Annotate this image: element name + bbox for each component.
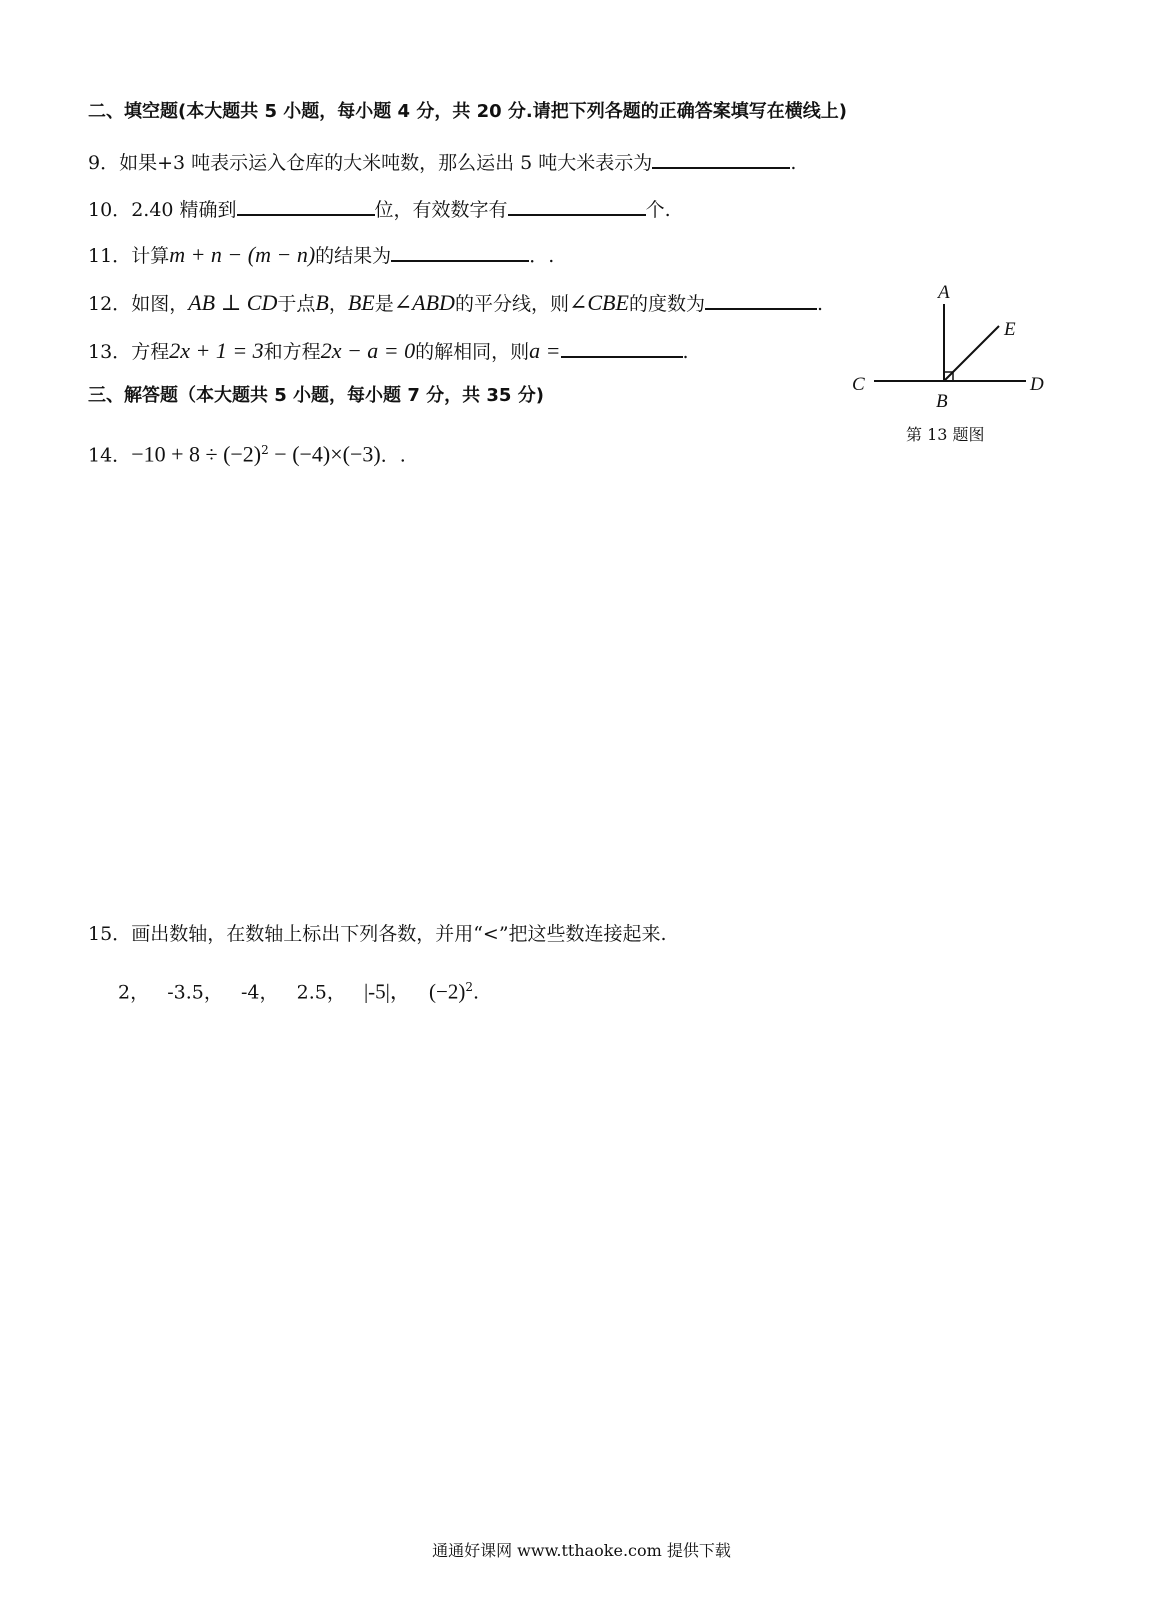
q12-expr-angle-abd: ∠ABD [393, 290, 455, 315]
label-e: E [1004, 319, 1016, 340]
q11-text-a: 计算 [131, 245, 170, 267]
q10-text-c: 个. [645, 199, 671, 221]
q9-answer-blank[interactable] [652, 147, 790, 169]
q12-expr-angle-cbe: ∠CBE [568, 290, 629, 315]
figure-caption: 第 13 题图 [906, 425, 985, 444]
q12-expr-be: BE [347, 290, 375, 315]
question-13-figure [850, 282, 1060, 452]
q15-number-1: 2， [118, 981, 150, 1004]
q15-number-2: -3.5， [167, 981, 223, 1004]
q15-number-4: 2.5， [296, 981, 346, 1004]
q15-number: 15． [88, 923, 132, 945]
question-14 [88, 438, 406, 467]
question-11 [88, 240, 554, 268]
q12-expr-perpendicular: AB ⊥ CD [188, 290, 278, 315]
question-15 [88, 922, 667, 946]
q14-exponent: 2 [261, 443, 269, 457]
q9-end: . [790, 152, 797, 174]
q13-equation-1: 2x + 1 = 3 [169, 338, 264, 363]
q15-number-6: (−2) [429, 979, 466, 1004]
q13-text-c: 的解相同，则 [415, 341, 530, 363]
geometry-diagram [850, 282, 1060, 422]
q11-answer-blank[interactable] [391, 240, 529, 262]
q9-number: 9． [88, 152, 120, 174]
q14-expression-a: −10 + 8 ÷ (−2) [131, 441, 262, 467]
q13-number: 13． [88, 341, 132, 363]
q11-end: ．. [529, 245, 555, 267]
q15-number-3: -4， [240, 981, 279, 1004]
q12-text-d: 是 [374, 293, 394, 315]
q12-number: 12． [88, 293, 132, 315]
q12-text-c: ， [328, 293, 348, 315]
question-12 [88, 288, 823, 316]
q15-text: 画出数轴，在数轴上标出下列各数，并用“<”把这些数连接起来. [131, 923, 667, 945]
q13-text-b: 和方程 [263, 341, 321, 363]
q14-end: ．. [380, 444, 406, 467]
q12-expr-point-b: B [315, 290, 329, 315]
label-a: A [938, 282, 950, 303]
q12-text-e: 的平分线，则 [454, 293, 569, 315]
q14-number: 14． [88, 444, 132, 467]
q13-end: . [682, 341, 689, 363]
q9-text: 如果+3 吨表示运入仓库的大米吨数，那么运出 5 吨大米表示为 [119, 152, 653, 174]
question-13 [88, 336, 689, 364]
label-d: D [1030, 374, 1044, 395]
q12-text-f: 的度数为 [628, 293, 705, 315]
q10-number: 10． [88, 199, 132, 221]
q12-text-a: 如图， [131, 293, 189, 315]
q13-expr-a: a = [529, 338, 561, 363]
q13-text-a: 方程 [131, 341, 170, 363]
q11-expression: m + n − (m − n) [169, 242, 316, 267]
q14-expression-b: − (−4)×(−3) [268, 441, 381, 467]
q10-answer-blank-1[interactable] [237, 194, 375, 216]
q12-text-b: 于点 [277, 293, 316, 315]
section-3-title: 三、解答题（本大题共 5 小题，每小题 7 分，共 35 分) [88, 385, 544, 406]
q13-answer-blank[interactable] [561, 336, 683, 358]
footer-source: 通通好课网 www.tthaoke.com 提供下载 [432, 1541, 731, 1560]
q11-text-b: 的结果为 [315, 245, 392, 267]
q12-answer-blank[interactable] [705, 288, 817, 310]
q15-numbers [118, 975, 479, 1004]
q10-answer-blank-2[interactable] [508, 194, 646, 216]
q15-number-6-end: . [472, 981, 480, 1004]
q10-text-a: 2.40 精确到 [131, 199, 237, 221]
label-c: C [852, 374, 865, 395]
question-9 [88, 147, 796, 175]
section-2-title: 二、填空题(本大题共 5 小题，每小题 4 分，共 20 分.请把下列各题的正确答案填写在横线上) [88, 101, 847, 122]
q10-text-b: 位，有效数字有 [374, 199, 508, 221]
label-b: B [936, 391, 948, 412]
q11-number: 11． [88, 245, 132, 267]
q12-end: . [816, 293, 823, 315]
q15-number-6-exponent: 2 [465, 980, 473, 994]
q15-number-5: |-5|， [363, 979, 411, 1004]
q13-equation-2: 2x − a = 0 [320, 338, 416, 363]
question-10 [88, 194, 671, 222]
